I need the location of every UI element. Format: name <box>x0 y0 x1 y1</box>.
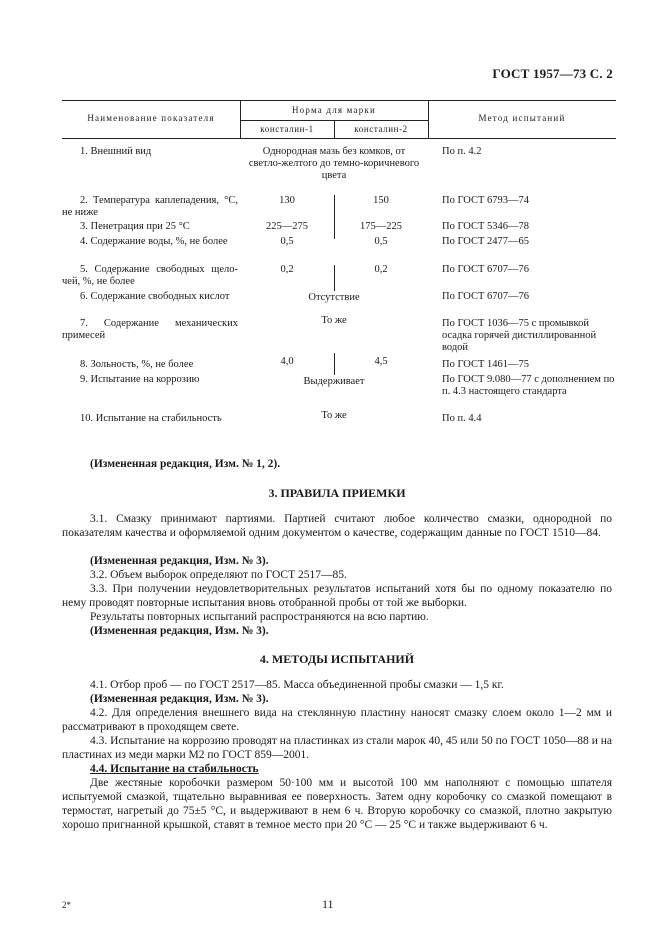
col-header-norm: Норма для марки <box>291 105 377 115</box>
clause-3-2: 3.2. Объем выборок определяют по ГОСТ 2517—85. <box>90 569 347 581</box>
amendment-note: (Измененная редакция, Изм. № 3). <box>90 625 269 637</box>
table-top-rule <box>62 100 616 101</box>
clause-4-2: 4.2. Для определения внешнего вида на стеклянную пластину наносят смазку слоем около 1—2 мм и рассматривают в проходящем свете. <box>62 707 612 733</box>
col-header-m1: консталин-1 <box>260 124 314 134</box>
amendment-note: (Измененная редакция, Изм. № 3). <box>90 693 269 705</box>
col-header-method: Метод испытаний <box>478 113 566 123</box>
footer-mark: 2* <box>62 900 71 910</box>
clause-4-4: Две жестяные коробочки размером 50·100 мм и высотой 100 мм наполняют с помощью шпателя испытуемой смазкой, тщательно выравнивая ее поверхность. Затем одну коробочку со смазкой помещают в термостат, нагретый до 75±5 °С, и выдерживают в нем 6 ч. Вторую коробочку со смазкой, плотно закрытую хорошо пригнанной крышкой, ставят в темное место при 20 °С — 25 °С и также выдерживают 6 ч. <box>62 777 612 831</box>
table-header-rule <box>62 138 616 139</box>
clause-3-3-note: Результаты повторных испытаний распространяются на всю партию. <box>90 611 429 623</box>
clause-4-4-title: 4.4. Испытание на стабильность <box>90 763 259 775</box>
document-code: ГОСТ 1957—73 С. 2 <box>492 66 613 81</box>
amendment-note: (Измененная редакция, Изм. № 1, 2). <box>90 458 281 470</box>
specs-table: Наименование показателя Норма для марки консталин-1 консталин-2 Метод испытаний 1. Внешний вид Однородная мазь без комков, от светло-желтого до темно-коричневого цвета По п. 4.2 2. Температура каплепадения, °С, не ниже 130 150 По ГОСТ 6793—74 3. Пенетрация при 25 °С 225—275 175—225 По ГОСТ 5346—78 4. Содержание воды, %, не более 0,5 0,5 По ГОСТ 2477—65 5. Содержание свободных щелочей, %, не более 0,2 0,2 По ГОСТ 6707—76 6. Содержание свободных кислот Отсутствие По ГОСТ 6707—76 7. Содержание механических примесей То же По ГОСТ 1036—75 с промывкой осадка горячей дистиллированной водой 8. Зольность, %, не более 4,0 4,5 По ГОСТ 1461—75 9. Испытание на коррозию Выдерживает По ГОСТ 9.080—77 с дополнением по п. 4.3 настоящего стандарта 10. Испытание на стабильность То же По п. 4.4 <box>62 100 616 440</box>
clause-4-3: 4.3. Испытание на коррозию проводят на пластинках из стали марок 40, 45 или 50 по ГОСТ 1050—88 и на пластинах из меди марки М2 по ГОСТ 859—2001. <box>62 735 612 761</box>
section-3-title: 3. ПРАВИЛА ПРИЕМКИ <box>268 486 406 500</box>
section-4-title: 4. МЕТОДЫ ИСПЫТАНИЙ <box>259 652 415 666</box>
col-header-m2: консталин-2 <box>354 124 408 134</box>
clause-4-1: 4.1. Отбор проб — по ГОСТ 2517—85. Масса объединенной пробы смазки — 1,5 кг. <box>90 679 504 691</box>
amendment-note: (Измененная редакция, Изм. № 3). <box>90 555 269 567</box>
col-header-name: Наименование показателя <box>87 113 215 123</box>
clause-3-1: 3.1. Смазку принимают партиями. Партией считают любое количество смазки, однородной по показателям качества и оформляемой одним документом о качестве, содержащим данные по ГОСТ 1510—84. <box>62 513 612 539</box>
clause-3-3: 3.3. При получении неудовлетворительных результатов испытаний хотя бы по одному показателю по нему проводят повторные испытания вновь отобранной пробы от той же выборки. <box>62 583 612 609</box>
page-number: 11 <box>322 897 334 911</box>
